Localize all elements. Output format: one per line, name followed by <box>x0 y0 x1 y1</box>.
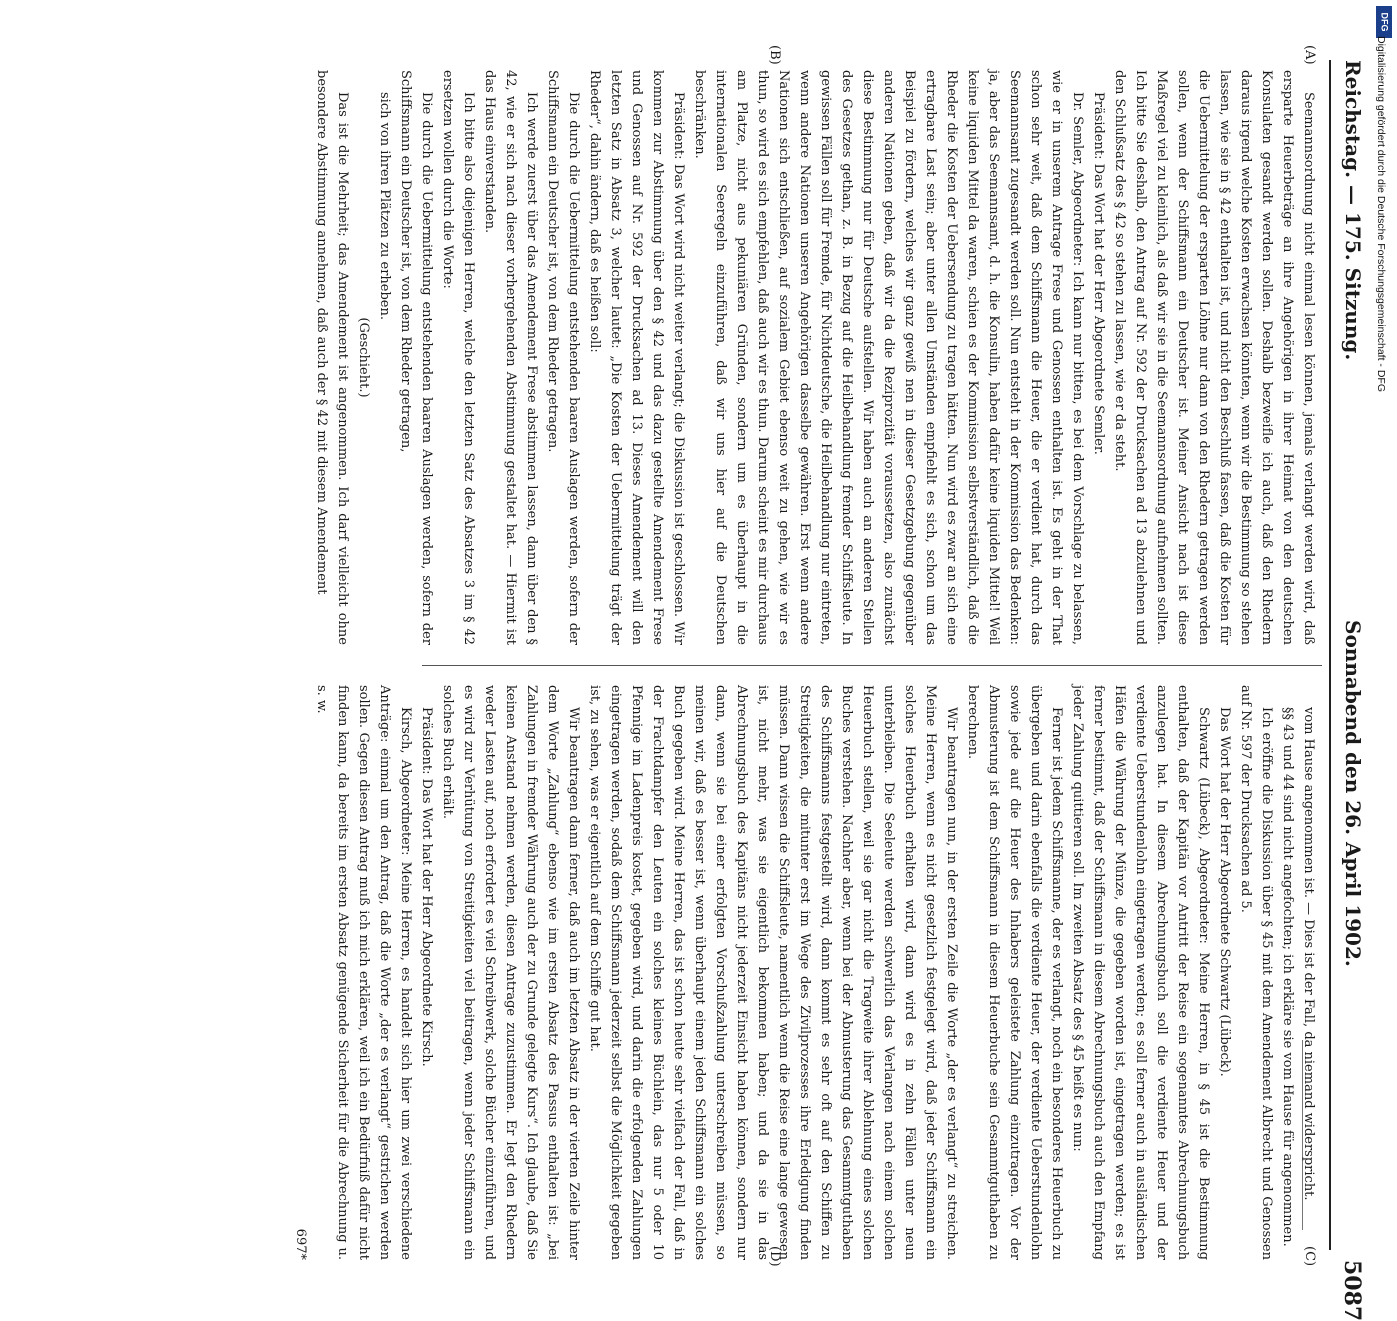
right-column <box>290 685 1319 1260</box>
paragraph: Wir beantragen dann ferner, daß auch im letzten Absatz in der vierten Zeile hinter dem Worte „Zahlung“ ebenso wie im ersten Absatz des Passus enthalten ist: „bei Zahlungen in fremder Währung auch der zu Grunde gelegte Kurs“. Ich glaube, daß Sie keinen Anstand nehmen werden, diesen Antrage zuzustimmen. Er legt den Rhedern weder Lasten auf, noch erfordert es viel Schreibwerk, solche Bücher einzuführen, und es wird zur Verhütung von Streitigkeiten viel beitragen, wenn jeder Schiffsmann ein solches Buch erhält. <box>440 685 581 1260</box>
margin-marker-d: (D) <box>767 1246 782 1267</box>
margin-marker-a: (A) <box>1302 45 1317 65</box>
paragraph: sich von ihren Plätzen zu erheben. <box>377 92 392 321</box>
left-column <box>311 70 1319 645</box>
column-divider <box>422 665 1322 666</box>
paragraph: Ich werde zuerst über das Amendement Frese abstimmen lassen, dann über den § 42, wie er sich nach dieser vorhergehenden Abstimmung gestaltet hat. — Hiermit ist das Haus einverstanden. <box>482 70 539 645</box>
paragraph: Die durch die Uebermittelung entstehenden baaren Auslagen werden, sofern der Schiffsmann ein Deutscher ist, von dem Rheder getragen, <box>398 70 434 645</box>
header-left: Reichstag. — 175. Sitzung. <box>1341 60 1365 361</box>
paragraph: Präsident: Das Wort wird nicht weiter verlangt; die Diskussion ist geschlossen. Wir kommen zur Abstimmung über den § 42 und das dazu gestellte Amendement Frese und Genossen auf Nr. 592 der Drucksachen ad 13. Dieses Amendement will den letzten Satz in Absatz 3, welcher lautet: „Die Kosten der Uebermittelung trägt der Rheder“, dahin ändern, daß es heißen soll: <box>587 70 686 645</box>
paragraph: Präsident: Das Wort hat der Herr Abgeordnete Kirsch. <box>419 707 434 1067</box>
paragraph: Das Wort hat der Herr Abgeordnete Schwartz (Lübeck). <box>1217 707 1232 1077</box>
page-header <box>1333 60 1373 1321</box>
paragraph: (Geschieht.) <box>356 317 371 398</box>
footer-reference: 697* <box>293 1228 308 1260</box>
paragraph: Seemannsordnung nicht einmal lesen können, jemals verlangt werden wird, daß ersparte Heuerbeträge an ihre Angehörigen in ihrer Heimat von den deutschen Konsulaten gesandt werden sollen. Deshalb bezweifle ich auch, daß den Rhedern daraus irgend welche Kosten erwachsen könnten, wenn wir die Bestimmung so stehen lassen, wie sie in § 42 enthalten ist, und nicht den Beschluß fassen, daß die Kosten für die Uebermittelung der ersparten Löhne nur dann von den Rhedern getragen werden sollen, wenn der Schiffsmann ein Deutscher ist. Meiner Ansicht nach ist diese Maßregel viel zu kleinlich, als daß wir sie in die Seemannsordnung aufnehmen sollten. Ich bitte Sie deshalb, den Antrag auf Nr. 592 der Drucksachen ad 13 abzulehnen und den Schlußsatz des § 42 so stehen zu lassen, wie er da steht. <box>1112 70 1316 645</box>
paragraph: Dr. Semler, Abgeordneter: Ich kann nur bitten, es bei dem Vorschlage zu belassen, wie er in unserem Antrage Frese und Genossen enthalten ist. Es geht in der That schon sehr weit, daß dem Schiffsmann die Heuer, die er verdient hat, durch das Seemannsamt zugesandt werden soll. Nun entsteht in der Kommission das Bedenken: ja, aber das Seemannsamt, d. h. die Konsulin, haben dafür keine liquiden Mittel! Weil keine liquiden Mittel da waren, schien es der Kommission selbstverständlich, daß die Rheder die Kosten der Uebersendung zu tragen hätten. Nun wird es zwar an sich eine ertragbare Last sein; aber unter allen Umständen empfiehlt es sich, schon um das Beispiel zu fördern, welches wir ganz gewiß nen in dieser Gesetzgebung gegenüber anderen Nationen geben, daß wir da die Reziprozität voraussetzen, also zunächst diese Bestimmung nur für Deutsche aufstellen. Wir haben auch an anderen Stellen des Gesetzes gethan, z. B. in Bezug auf die Heilbehandlung fremder Schiffsleute. In gewissen Fällen soll für Fremde, für Nichtdeutsche, die Heilbehandlung nur eintreten, wenn andere Nationen unseren Angehörigen dasselbe gewähren. Erst wenn andere Nationen sich entschließen, auf sozialem Gebiet ebenso weit zu gehen, wie wir es thun, so wird es sich empfehlen, daß auch wir es thun. Darum scheint es mir durchaus am Platze, nicht aus pekuniären Gründen, sondern um es überhaupt in die internationalen Seeregeln einzuführen, daß wir uns hier auf die Deutschen beschränken. <box>692 70 1085 645</box>
paragraph: Die durch die Uebermittelung entstehenden baaren Auslagen werden, sofern der Schiffsmann ein Deutscher ist, von dem Rheder getragen. <box>545 70 581 645</box>
dfg-logo: DFG <box>1376 6 1392 38</box>
credit-text: Digitalisierung gefördert durch die Deutsche Forschungsgemeinschaft - DFG <box>1375 36 1387 393</box>
paragraph: vom Hause angenommen ist. — Dies ist der Fall, da niemand widerspricht. <box>1301 707 1316 1201</box>
page-number: 5087 <box>1339 1260 1365 1321</box>
paragraph: Wir beantragen nun, in der ersten Zeile die Worte „der es verlangt“ zu streichen. Meine Herren, wenn es nicht gesetzlich festgelegt wird, daß jeder Schiffsmann ein solches Heuerbuch erhalten wird, dann wird es in zehn Fällen unter neun unterbleiben. Die Seeleute werden schwerlich das Verlangen nach einem solchen Heuerbuch stellen, weil sie gar nicht die Tragweite ihrer Ablehnung eines solchen Buches verstehen. Nachher aber, wenn bei der Abmusterung das Gesammtguthaben des Schiffsmanns festgestellt wird, dann kommt es sehr oft auf den Schiffen zu Streitigkeiten, die mitunter erst im Wege des Zivilprozesses ihre Erledigung finden müssen. Dann wissen die Schiffsleute, namentlich wenn die Reise eine lange gewesen ist, nicht mehr, was sie eigentlich bekommen haben; und da sie in das Abrechnungsbuch des Kapitäns nicht jederzeit Einsicht haben können, sondern nur dann, wenn sie bei einer erfolgten Vorschußzahlung unterschreiben müssen, so meinen wir, daß es besser ist, wenn überhaupt einem jeden Schiffsmann ein solches Buch gegeben wird. Meine Herren, das ist schon heute sehr vielfach der Fall, daß in der Frachtdampfer den Leuten ein solches kleines Büchlein, das nur 5 oder 10 Pfennige im Ladenpreis kostet, gegeben wird, und darin die erfolgenden Zahlungen eingetragen werden, sodaß dem Schiffsmann jederzeit selbst die Möglichkeit gegeben ist, zu sehen, was er eigentlich auf dem Schiffe gut hat. <box>587 685 959 1260</box>
margin-marker-c: (C) <box>1302 1246 1317 1267</box>
credit-strip <box>1372 0 1394 1000</box>
header-rule <box>1329 60 1331 1250</box>
paragraph: Das ist die Mehrheit; das Amendement ist angenommen. Ich darf vielleicht ohne besondere Abstimmung annehmen, daß auch der § 42 mit diesem Amendement <box>314 70 350 645</box>
paragraph: §§ 43 und 44 sind nicht angefochten; ich erkläre sie vom Hause für angenommen. <box>1280 707 1295 1247</box>
paragraph: Präsident: Das Wort hat der Herr Abgeordnete Semler. <box>1091 92 1106 455</box>
paragraph: Kirsch, Abgeordneter: Meine Herren, es handelt sich hier um zwei verschiedene Anträge: einmal um den Antrag, daß die Worte „der es verlangt“ gestrichen werden sollen. Gegen diesen Antrag muß ich mich erklären, weil ich ein Bedürfniß dafür nicht finden kann, da bereits im ersten Absatz genügende Sicherheit für die Abrechnung u. s. w. <box>314 685 413 1260</box>
paragraph: Ich eröffne die Diskussion über § 45 mit dem Amendement Albrecht und Genossen auf Nr. 597 der Drucksachen ad 5. <box>1238 685 1274 1260</box>
paragraph: Ferner ist jedem Schiffsmanne, der es verlangt, noch ein besonderes Heuerbuch zu übergeben und darin ebenfalls die verdiente Heuer, der verdiente Ueberstundenlohn sowie jede auf die Heuer des Inhabers geleistete Zahlung einzutragen. Vor der Abmusterung ist dem Schiffsmann in diesem Heuerbuche sein Gesammtguthaben zu berechnen. <box>965 685 1064 1260</box>
paragraph: Ich bitte also diejenigen Herren, welche den letzten Satz des Absatzes 3 im § 42 ersetzen wollen durch die Worte: <box>440 70 476 645</box>
header-date: Sonnabend den 26. April 1902. <box>1341 620 1365 967</box>
paragraph: Schwartz (Lübeck), Abgeordneter: Meine Herren, in § 45 ist die Bestimmung enthalten, daß der Kapitän vor Antritt der Reise ein sogenanntes Abrechnungsbuch anzulegen hat. In diesem Abrechnungsbuch soll die verdiente Heuer und der verdiente Ueberstundenlohn eingetragen werden; es soll ferner auch in ausländischen Häfen die Währung der Münze, die gegeben worden ist, eingetragen werden; es ist ferner bestimmt, daß der Schiffsmann in diesem Abrechnungsbuch auch den Empfang jeder Zahlung quittieren soll. Im zweiten Absatz des § 45 heißt es nun: <box>1070 685 1211 1260</box>
margin-marker-b: (B) <box>767 45 782 65</box>
